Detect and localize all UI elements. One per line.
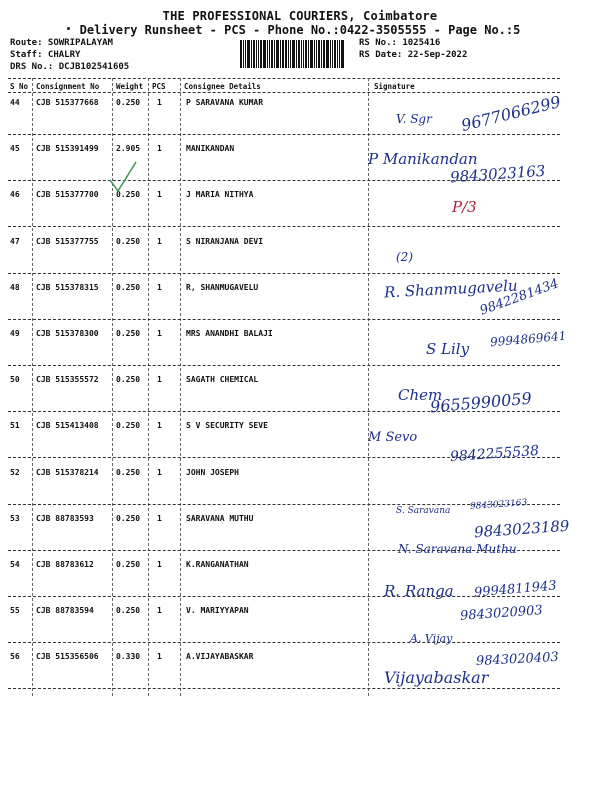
col-consignee: Consignee Details xyxy=(184,82,261,91)
barcode-bar xyxy=(276,40,279,68)
signature-48: R. Shanmugavelu xyxy=(383,276,518,302)
signature-56: Vijayabaskar xyxy=(384,668,489,687)
row-consignee: R, SHANMUGAVELU xyxy=(186,282,259,292)
barcode-bar xyxy=(269,40,270,68)
row-consignment-no: CJB 88783594 xyxy=(36,606,94,616)
check-mark-icon xyxy=(108,160,138,194)
phone-53: 9843023189 xyxy=(473,516,570,542)
barcode-bar xyxy=(247,40,250,68)
row-weight: 0.250 xyxy=(116,513,141,523)
row-pcs: 1 xyxy=(157,236,162,246)
signature-56-small: A. Vijay xyxy=(410,632,453,645)
row-sno: 44 xyxy=(10,98,20,107)
row-consignee: V. MARIYYAPAN xyxy=(186,606,249,616)
signature-53-small: S. Saravana xyxy=(396,506,451,516)
barcode-bar xyxy=(334,40,336,68)
phone-45: 9843023163 xyxy=(449,161,546,187)
row-pcs: 1 xyxy=(157,652,162,662)
row-consignment-no: CJB 88783593 xyxy=(36,513,94,523)
col-weight: Weight xyxy=(116,82,144,91)
barcode-bar xyxy=(321,40,322,68)
row-pcs: 1 xyxy=(157,144,162,154)
row-consignee: J MARIA NITHYA xyxy=(186,190,254,200)
barcode-bar xyxy=(258,40,259,68)
barcode-bar xyxy=(285,40,287,68)
row-weight: 0.250 xyxy=(116,375,141,385)
row-pcs: 1 xyxy=(157,560,162,569)
row-consignee: MANIKANDAN xyxy=(186,144,235,154)
row-weight: 0.250 xyxy=(116,98,141,107)
barcode-bar xyxy=(316,40,317,68)
row-consignee: SAGATH CHEMICAL xyxy=(186,375,259,385)
barcode-bar xyxy=(314,40,315,68)
col-consignment: Consignment No xyxy=(36,82,100,91)
phone-48: 9842281434 xyxy=(477,276,561,319)
col-signature: Signature xyxy=(374,82,415,91)
barcode-bar xyxy=(308,40,309,68)
barcode-bar xyxy=(240,40,242,68)
barcode-bar xyxy=(253,40,255,68)
route-label: Route: SOWRIPALAYAM xyxy=(10,38,113,48)
table-header-rule xyxy=(8,92,560,93)
drs-number: DRS No.: DCJB102541605 xyxy=(10,62,130,72)
barcode-bar xyxy=(245,40,246,68)
row-consignee: S NIRANJANA DEVI xyxy=(186,236,264,246)
row-separator xyxy=(8,134,560,135)
row-sno: 48 xyxy=(10,282,20,292)
row-consignment-no: CJB 515356506 xyxy=(36,652,99,662)
row-pcs: 1 xyxy=(157,421,162,431)
barcode-bar xyxy=(318,40,320,68)
col-divider xyxy=(180,78,181,696)
barcode-bar xyxy=(339,40,340,68)
row-weight: 0.250 xyxy=(116,467,141,477)
stray-dot xyxy=(67,27,70,30)
barcode-bar xyxy=(332,40,333,68)
row-weight: 0.250 xyxy=(116,236,141,246)
barcode-bar xyxy=(323,40,325,68)
row-consignment-no: CJB 515391499 xyxy=(36,144,99,154)
barcode-bar xyxy=(305,40,307,68)
barcode-bar xyxy=(267,40,268,68)
phone-56: 9843020403 xyxy=(475,649,560,670)
row-pcs: 1 xyxy=(157,513,162,523)
row-pcs: 1 xyxy=(157,467,162,477)
col-divider xyxy=(368,78,369,696)
barcode-bar xyxy=(310,40,313,68)
barcode-bar xyxy=(337,40,338,68)
signature-44: V. Sgr xyxy=(396,112,432,126)
row-pcs: 1 xyxy=(157,375,162,385)
col-divider xyxy=(148,78,149,696)
row-consignment-no: CJB 515413408 xyxy=(36,421,99,431)
row-sno: 54 xyxy=(10,560,20,569)
row-sno: 52 xyxy=(10,467,20,477)
phone-49: 9994869641 xyxy=(489,328,567,350)
row-consignee: JOHN JOSEPH xyxy=(186,467,239,477)
row-sno: 50 xyxy=(10,375,20,385)
row-sno: 45 xyxy=(10,144,20,154)
row-consignment-no: CJB 515355572 xyxy=(36,375,99,385)
row-consignee: S V SECURITY SEVE xyxy=(186,421,268,431)
row-sno: 51 xyxy=(10,421,20,431)
signature-55: R. Ranga xyxy=(384,582,454,600)
barcode-bar xyxy=(251,40,252,68)
row-separator xyxy=(8,273,560,274)
barcode-bar xyxy=(260,40,262,68)
row-weight: 0.330 xyxy=(116,652,141,662)
barcode-bar xyxy=(298,40,300,68)
col-divider xyxy=(32,78,33,696)
row-separator xyxy=(8,688,560,689)
barcode-bar xyxy=(256,40,257,68)
row-sno: 56 xyxy=(10,652,20,662)
row-weight: 0.250 xyxy=(116,421,141,431)
col-pcs: PCS xyxy=(152,82,166,91)
phone-51: 9842255538 xyxy=(449,442,540,466)
row-consignment-no: CJB 515378315 xyxy=(36,282,99,292)
row-weight: 0.250 xyxy=(116,282,141,292)
row-pcs: 1 xyxy=(157,329,162,338)
row-consignment-no: CJB 88783612 xyxy=(36,560,94,569)
signature-53: N. Saravana Muthu xyxy=(398,542,517,556)
rs-date: RS Date: 22-Sep-2022 xyxy=(359,50,468,60)
signature-49: S Lily xyxy=(426,340,470,358)
row-consignee: K.RANGANATHAN xyxy=(186,560,249,569)
row-consignee: A.VIJAYABASKAR xyxy=(186,652,254,662)
table-top-rule xyxy=(8,78,560,79)
phone-44: 9677066299 xyxy=(459,91,563,136)
row-separator xyxy=(8,226,560,227)
signature-50: Chem xyxy=(398,386,443,404)
row-weight: 0.250 xyxy=(116,560,141,569)
phone-53-small: 9843023163 xyxy=(469,498,528,512)
row-consignment-no: CJB 515377668 xyxy=(36,98,99,107)
barcode-bar xyxy=(341,40,344,68)
signature-46-note: P/3 xyxy=(452,198,477,216)
phone-55-alt: 9843020903 xyxy=(459,603,544,624)
row-separator xyxy=(8,642,560,643)
row-pcs: 1 xyxy=(157,282,162,292)
row-sno: 49 xyxy=(10,329,20,338)
row-sno: 53 xyxy=(10,513,20,523)
row-pcs: 1 xyxy=(157,606,162,616)
row-weight: 2.905 xyxy=(116,144,141,154)
phone-50: 9655990059 xyxy=(429,388,533,417)
row-consignment-no: CJB 515377700 xyxy=(36,190,99,200)
barcode-bar xyxy=(282,40,284,68)
barcode-bar xyxy=(288,40,289,68)
row-consignee: SARAVANA MUTHU xyxy=(186,513,254,523)
barcode-bar xyxy=(263,40,266,68)
barcode-bar xyxy=(271,40,273,68)
row-consignee: P SARAVANA KUMAR xyxy=(186,98,264,107)
barcode-bar xyxy=(330,40,331,68)
phone-55: 9994811943 xyxy=(473,578,558,601)
barcode-bar xyxy=(280,40,281,68)
row-consignment-no: CJB 515378300 xyxy=(36,329,99,338)
col-sno: S No xyxy=(10,82,29,91)
document-subtitle: Delivery Runsheet - PCS - Phone No.:0422-3505555 - Page No.:5 xyxy=(79,23,521,37)
barcode-bar xyxy=(326,40,329,68)
row-sno: 55 xyxy=(10,606,20,616)
signature-45: P Manikandan xyxy=(368,150,478,168)
row-separator xyxy=(8,319,560,320)
barcode-bar xyxy=(290,40,291,68)
barcode-bar xyxy=(303,40,304,68)
rs-number: RS No.: 1025416 xyxy=(359,38,441,48)
drs-barcode xyxy=(240,40,352,68)
row-consignment-no: CJB 515378214 xyxy=(36,467,99,477)
staff-label: Staff: CHALRY xyxy=(10,50,81,60)
barcode-bar xyxy=(243,40,244,68)
row-pcs: 1 xyxy=(157,98,162,107)
row-weight: 0.250 xyxy=(116,606,141,616)
barcode-bar xyxy=(292,40,295,68)
document-title: THE PROFESSIONAL COURIERS, Coimbatore xyxy=(162,9,438,23)
row-separator xyxy=(8,365,560,366)
row-weight: 0.250 xyxy=(116,329,141,338)
row-consignee: MRS ANANDHI BALAJI xyxy=(186,329,273,338)
row-sno: 46 xyxy=(10,190,20,200)
row-sno: 47 xyxy=(10,236,20,246)
barcode-bar xyxy=(301,40,302,68)
signature-51: M Sevo xyxy=(368,430,418,445)
row-weight: 0.250 xyxy=(116,190,141,200)
barcode-bar xyxy=(274,40,275,68)
row-consignment-no: CJB 515377755 xyxy=(36,236,99,246)
row-pcs: 1 xyxy=(157,190,162,200)
signature-48-mark: (2) xyxy=(396,250,413,264)
barcode-bar xyxy=(296,40,297,68)
